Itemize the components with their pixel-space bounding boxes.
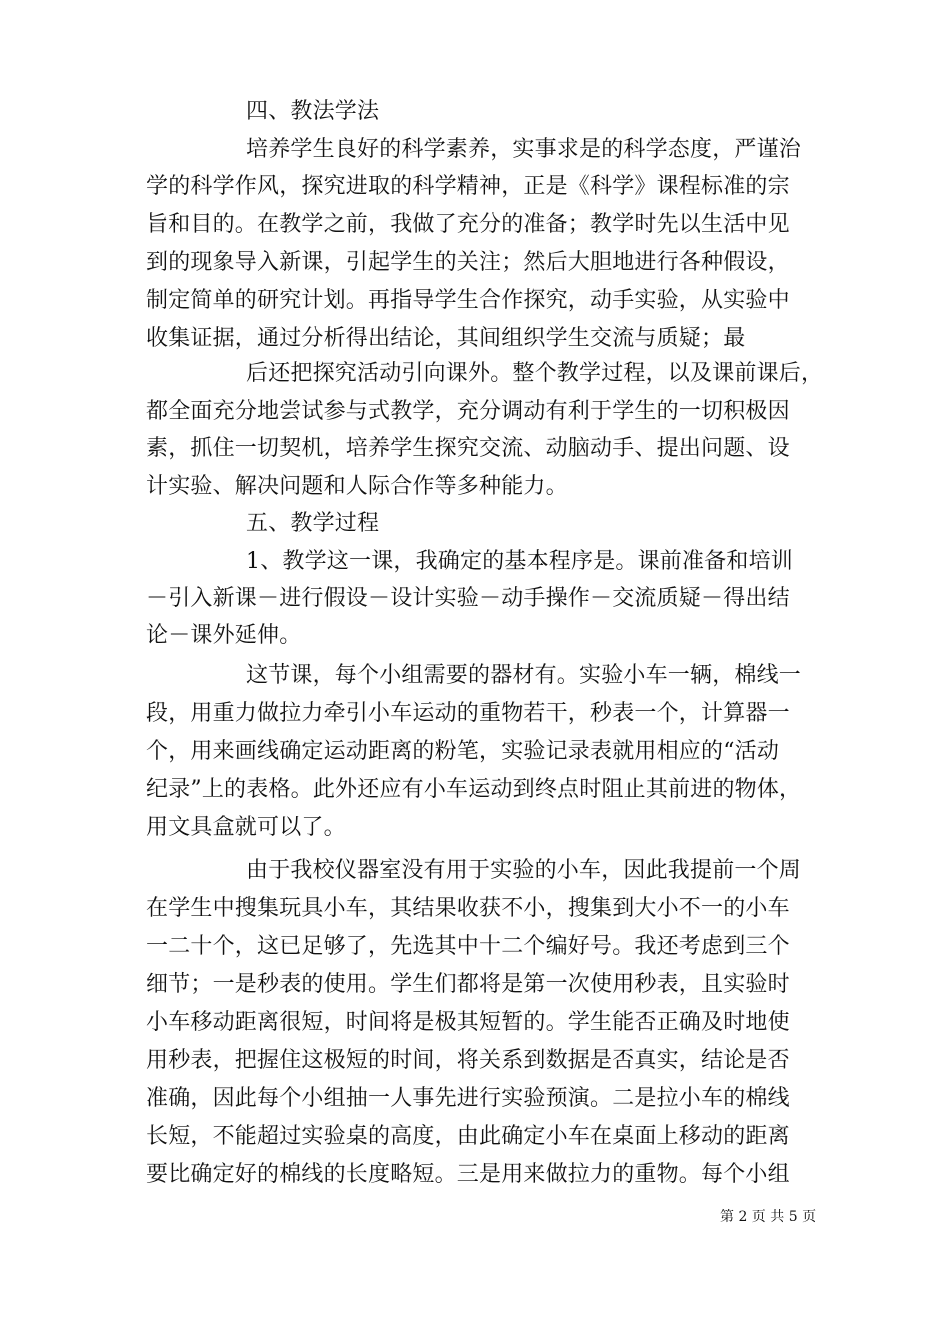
paragraph-line: 段，用重力做拉力牵引小车运动的重物若干，秒表一个，计算器一 [146,701,790,726]
paragraph-line: 长短，不能超过实验桌的高度，由此确定小车在桌面上移动的距离 [146,1124,790,1149]
paragraph-line: 素，抓住一切契机，培养学生探究交流、动脑动手、提出问题、设 [146,436,790,461]
paragraph-line: 后还把探究活动引向课外。整个教学过程，以及课前课后， [246,361,824,386]
paragraph-line: 培养学生良好的科学素养，实事求是的科学态度，严谨治 [246,137,802,162]
section-heading-4: 四、教法学法 [246,99,380,124]
paragraph-line: 个，用来画线确定运动距离的粉笔，实验记录表就用相应的“活动 [146,739,780,764]
paragraph-line: 旨和目的。在教学之前，我做了充分的准备；教学时先以生活中见 [146,212,790,237]
paragraph-line: 小车移动距离很短，时间将是极其短暂的。学生能否正确及时地使 [146,1010,790,1035]
paragraph-line: 要比确定好的棉线的长度略短。三是用来做拉力的重物。每个小组 [146,1162,790,1187]
paragraph-line: 在学生中搜集玩具小车，其结果收获不小，搜集到大小不一的小车 [146,896,790,921]
paragraph-line: 一二十个，这已足够了，先选其中十二个编好号。我还考虑到三个 [146,934,790,959]
paragraph-line: 制定简单的研究计划。再指导学生合作探究，动手实验，从实验中 [146,288,790,313]
paragraph-line: 由于我校仪器室没有用于实验的小车，因此我提前一个周 [246,858,802,883]
paragraph-line: 细节；一是秒表的使用。学生们都将是第一次使用秒表，且实验时 [146,972,790,997]
paragraph-line: 收集证据，通过分析得出结论，其间组织学生交流与质疑；最 [146,326,746,351]
paragraph-line: 1、教学这一课，我确定的基本程序是。课前准备和培训 [246,549,793,574]
paragraph-line: 用秒表，把握住这极短的时间，将关系到数据是否真实，结论是否 [146,1048,790,1073]
paragraph-line: 都全面充分地尝试参与式教学，充分调动有利于学生的一切积极因 [146,399,790,424]
paragraph-line: 学的科学作风，探究进取的科学精神，正是《科学》课程标准的宗 [146,174,790,199]
paragraph-line: 纪录”上的表格。此外还应有小车运动到终点时阻止其前进的物体， [146,777,802,802]
paragraph-line: 论－课外延伸。 [146,623,302,648]
paragraph-line: 到的现象导入新课，引起学生的关注；然后大胆地进行各种假设， [146,250,790,275]
page-number: 第 2 页 共 5 页 [720,1209,817,1225]
paragraph-line: 用文具盒就可以了。 [146,815,346,840]
paragraph-line: 这节课，每个小组需要的器材有。实验小车一辆，棉线一 [246,663,802,688]
paragraph-line: 计实验、解决问题和人际合作等多种能力。 [146,474,568,499]
paragraph-line: 准确，因此每个小组抽一人事先进行实验预演。二是拉小车的棉线 [146,1086,790,1111]
paragraph-line: －引入新课－进行假设－设计实验－动手操作－交流质疑－得出结 [146,586,790,611]
section-heading-5: 五、教学过程 [246,511,380,536]
